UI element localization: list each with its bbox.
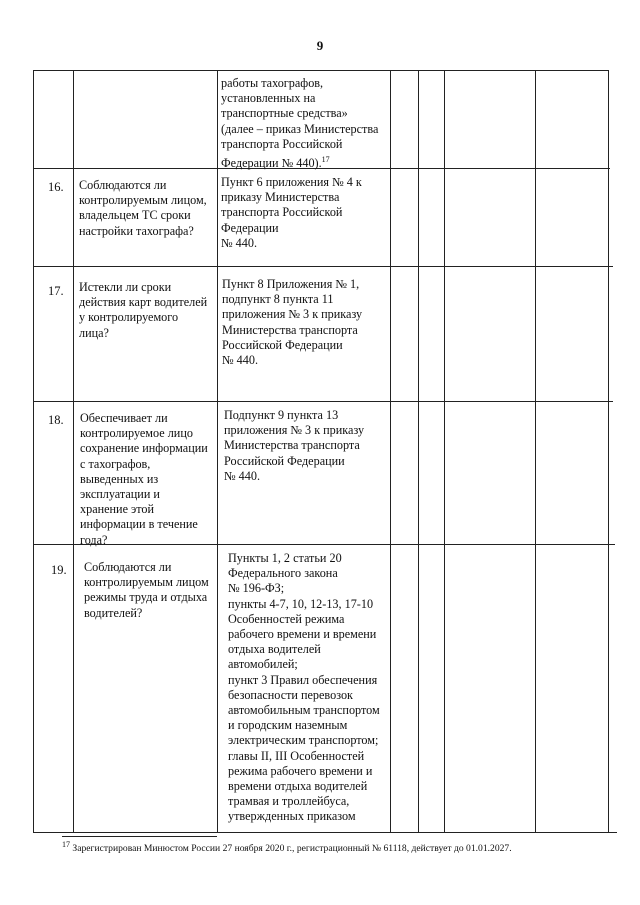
- row-number: 19.: [51, 563, 67, 577]
- table-border-top: [33, 70, 608, 71]
- table-border-bottom: [33, 832, 617, 833]
- question-cell: Соблюдаются ли контролируемым лицом режимы труда и отдыха водителей?: [84, 560, 209, 620]
- row-divider: [33, 266, 613, 267]
- page-number: 9: [316, 38, 324, 53]
- column-divider: [33, 70, 34, 832]
- question-cell: Истекли ли сроки действия карт водителей у контролируемого лица?: [79, 280, 208, 340]
- column-divider: [608, 70, 609, 832]
- basis-cell: Пункты 1, 2 статьи 20 Федерального закона № 196-ФЗ; пункты 4-7, 10, 12-13, 17-10 Особенностей режима рабочего времени и времени отдыха водителей автомобилей; пункт 3 Правил обеспечения безопасности перевозок автомобильным транспортом и городским наземным электрическим транспортом; главы II, III Особенностей режима рабочего времени и времени отдыха водителей трамвая и троллейбуса, утвержденных приказом: [228, 551, 380, 824]
- basis-cell: Пункт 6 приложения № 4 к приказу Министерства транспорта Российской Федерации № 440.: [221, 175, 362, 250]
- basis-cell: Подпункт 9 пункта 13 приложения № 3 к приказу Министерства транспорта Российской Федерации № 440.: [224, 408, 365, 483]
- row-number: 18.: [48, 413, 64, 427]
- row-divider: [33, 401, 613, 402]
- row-number: 17.: [48, 284, 64, 298]
- column-divider: [418, 70, 419, 832]
- footnote-ref: 17: [321, 155, 330, 165]
- column-divider: [73, 70, 74, 832]
- continuation-basis-text: работы тахографов, установленных на транспортные средства» (далее – приказ Министерства транспорта Российской Федерации № 440).: [221, 76, 379, 171]
- column-divider: [444, 70, 445, 832]
- row-number: 16.: [48, 180, 64, 194]
- footnote-marker: 17: [62, 840, 70, 849]
- footnote-text: Зарегистрирован Минюстом России 27 ноября 2020 г., регистрационный № 61118, действует до 01.01.2027.: [72, 843, 512, 855]
- footnote: [62, 839, 622, 855]
- continuation-basis-cell: [221, 76, 389, 171]
- basis-cell: Пункт 8 Приложения № 1, подпункт 8 пункта 11 приложения № 3 к приказу Министерства транспорта Российской Федерации № 440.: [222, 277, 363, 368]
- question-cell: Соблюдаются ли контролируемым лицом, владельцем ТС сроки настройки тахографа?: [79, 178, 207, 238]
- column-divider: [535, 70, 536, 832]
- question-cell: Обеспечивает ли контролируемое лицо сохранение информации с тахографов, выведенных из эксплуатации и хранение этой информации в течение года?: [80, 411, 208, 547]
- footnote-rule: [62, 836, 217, 837]
